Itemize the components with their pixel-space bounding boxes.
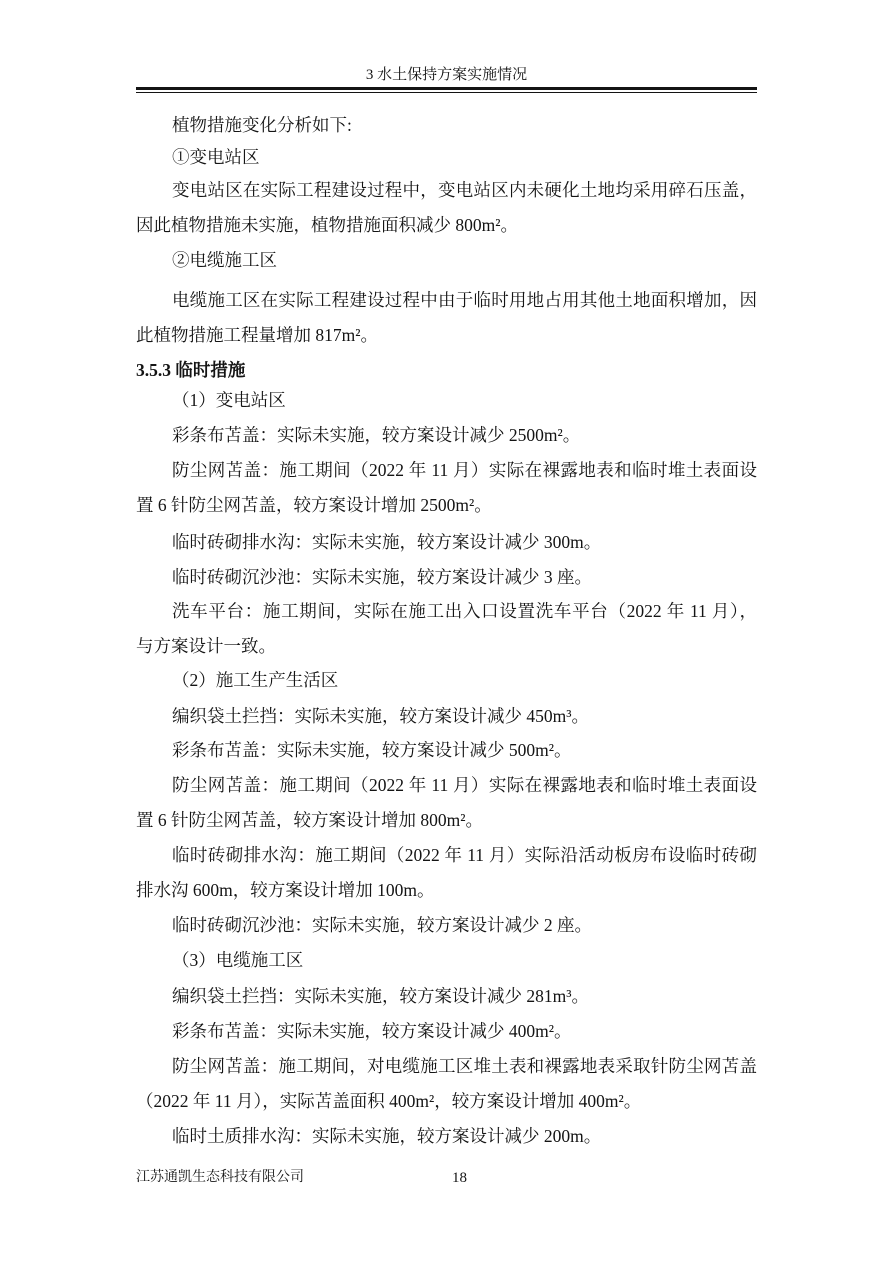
body-text-line: 编织袋土拦挡：实际未实施，较方案设计减少 281m³。 <box>172 986 589 1006</box>
footer-page-number: 18 <box>452 1170 467 1186</box>
body-text-line: 临时砖砌沉沙池：实际未实施，较方案设计减少 3 座。 <box>172 567 592 587</box>
subsection-heading-line: （3）电缆施工区 <box>172 950 304 970</box>
body-text-line: 防尘网苫盖：施工期间，对电缆施工区堆土表和裸露地表采取针防尘网苫盖 <box>172 1056 757 1076</box>
body-text-line: 电缆施工区在实际工程建设过程中由于临时用地占用其他土地面积增加，因 <box>172 290 757 310</box>
item-heading-line: ②电缆施工区 <box>172 250 277 270</box>
body-text-line: 植物措施变化分析如下: <box>172 115 352 135</box>
body-text-line: 防尘网苫盖：施工期间（2022 年 11 月）实际在裸露地表和临时堆土表面设 <box>172 460 757 480</box>
footer-company-name: 江苏通凯生态科技有限公司 <box>136 1170 304 1185</box>
body-text-line: 排水沟 600m，较方案设计增加 100m。 <box>136 880 435 900</box>
body-text-line: 彩条布苫盖：实际未实施，较方案设计减少 400m²。 <box>172 1021 572 1041</box>
body-text-line: 置 6 针防尘网苫盖，较方案设计增加 2500m²。 <box>136 495 492 515</box>
body-text-line: 临时砖砌沉沙池：实际未实施，较方案设计减少 2 座。 <box>172 915 592 935</box>
body-text-line: 临时土质排水沟：实际未实施，较方案设计减少 200m。 <box>172 1126 602 1146</box>
body-text-line: 临时砖砌排水沟：施工期间（2022 年 11 月）实际沿活动板房布设临时砖砌 <box>172 845 757 865</box>
body-text-line: 置 6 针防尘网苫盖，较方案设计增加 800m²。 <box>136 810 483 830</box>
body-text-line: 变电站区在实际工程建设过程中，变电站区内未硬化土地均采用碎石压盖， <box>172 180 757 200</box>
body-text-line: 编织袋土拦挡：实际未实施，较方案设计减少 450m³。 <box>172 706 589 726</box>
body-text-line: （2022 年 11 月），实际苫盖面积 400m²，较方案设计增加 400m²。 <box>136 1091 642 1111</box>
body-text-line: 彩条布苫盖：实际未实施，较方案设计减少 500m²。 <box>172 740 572 760</box>
header-rule-thick <box>136 87 757 90</box>
body-text-line: 洗车平台：施工期间，实际在施工出入口设置洗车平台（2022 年 11 月）， <box>172 601 757 621</box>
item-heading-line: ①变电站区 <box>172 147 260 167</box>
section-heading-line: 3.5.3 临时措施 <box>136 360 246 380</box>
body-text-line: 彩条布苫盖：实际未实施，较方案设计减少 2500m²。 <box>172 425 581 445</box>
subsection-heading-line: （2）施工生产生活区 <box>172 670 339 690</box>
body-text-line: 此植物措施工程量增加 817m²。 <box>136 325 378 345</box>
body-text-line: 因此植物措施未实施，植物措施面积减少 800m²。 <box>136 215 518 235</box>
body-text-line: 与方案设计一致。 <box>136 636 276 656</box>
running-header-title: 3 水土保持方案实施情况 <box>365 67 528 83</box>
body-text-line: 临时砖砌排水沟：实际未实施，较方案设计减少 300m。 <box>172 532 602 552</box>
body-text-line: 防尘网苫盖：施工期间（2022 年 11 月）实际在裸露地表和临时堆土表面设 <box>172 775 757 795</box>
subsection-heading-line: （1）变电站区 <box>172 390 286 410</box>
header-rule-thin <box>136 92 757 93</box>
